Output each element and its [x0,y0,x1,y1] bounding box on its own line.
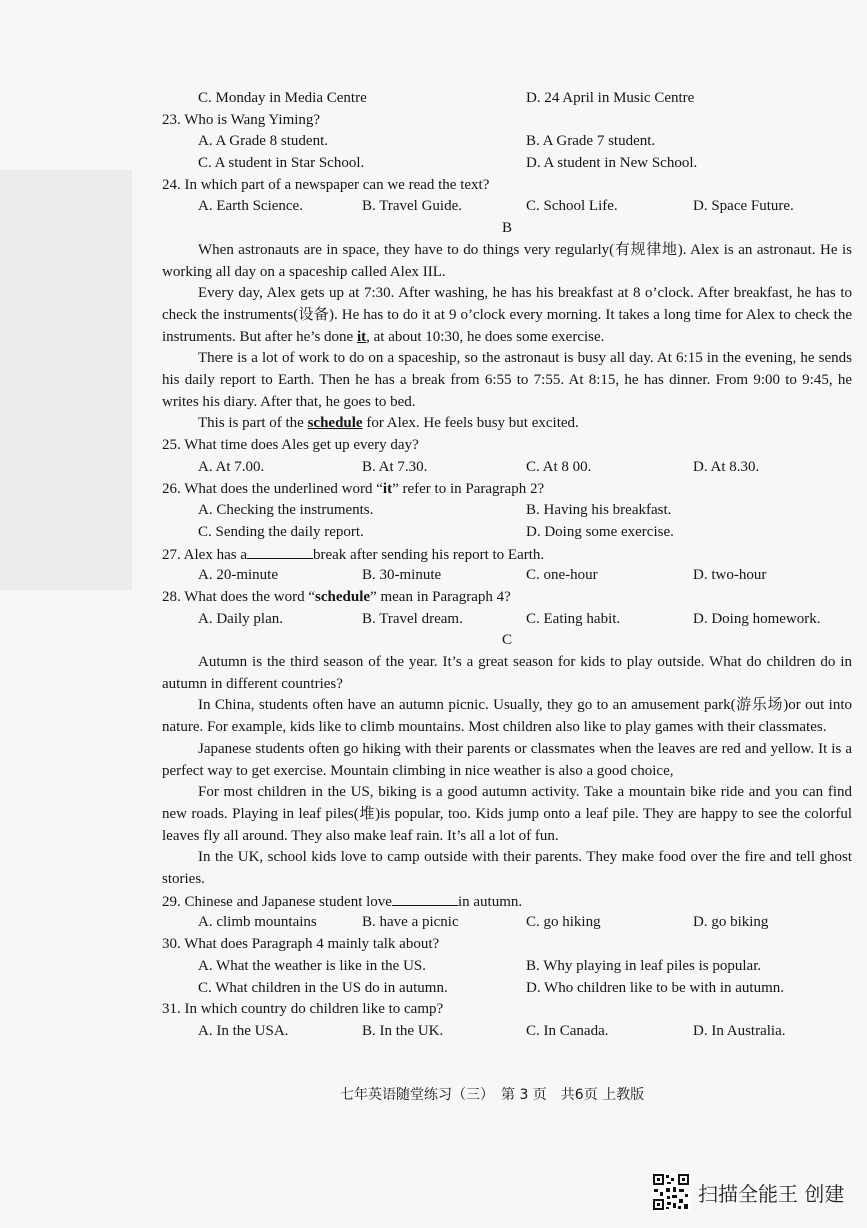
q30-option-c: C. What children in the US do in autumn. [198,979,448,996]
q29-option-d: D. go biking [693,914,769,931]
q28-option-d: D. Doing homework. [693,610,821,627]
q27-option-d: D. two-hour [693,567,767,584]
passage-b-p2: Every day, Alex gets up at 7:30. After washing, he has his breakfast at 8 o’clock. After breakfast, he has to check the instruments(设备). He has to do it at 9 o’clock every morning. It takes a long time for Alex to check the instruments. But after he’s done it, at about 10:30, he does some exercise. [162,285,852,345]
q25-option-d: D. At 8.30. [693,458,760,475]
underlined-schedule: schedule [307,415,363,432]
passage-b-p1: When astronauts are in space, they have to do things very regularly(有规律地). Alex is an astronaut. He is working all day on a spaceship called Alex IIL. [162,241,852,280]
section-c-label: C [501,632,512,649]
q30-option-a: A. What the weather is like in the US. [198,957,427,974]
answer-blank [247,544,313,559]
q29-option-b: B. have a picnic [362,914,459,931]
q31-option-d: D. In Australia. [693,1022,786,1039]
q24-option-d: D. Space Future. [693,198,794,215]
q24-options [162,196,852,218]
q31-question: 31. In which country do children like to camp? [162,1001,444,1018]
q29-question: 29. Chinese and Japanese student love in autumn. [162,891,852,913]
q23-option-d: D. A student in New School. [526,155,698,172]
q25-question: 25. What time does Ales get up every day? [162,437,419,454]
q30-options-row1 [162,956,852,978]
q29-option-a: A. climb mountains [198,914,317,931]
page-footer: 七年英语随堂练习（三） 第 3 页 共6页 上教版 [340,1087,645,1103]
q26-option-a: A. Checking the instruments. [198,502,374,519]
passage-c-p5: In the UK, school kids love to camp outside with their parents. They make food over the fire and tell ghost stories. [162,849,852,888]
q29-options [162,912,852,934]
q28-option-c: C. Eating habit. [526,610,621,627]
passage-c-p2: In China, students often have an autumn picnic. Usually, they go to an amusement park(游乐场)or out into nature. For example, kids like to climb mountains. Most children also like to play games with their classmates. [162,697,852,736]
q31-options [162,1021,852,1043]
q22-option-d: D. 24 April in Music Centre [526,90,695,106]
q24-option-c: C. School Life. [526,198,618,215]
section-b-label: B [501,220,512,237]
q31-option-b: B. In the UK. [362,1022,444,1039]
q29-option-c: C. go hiking [526,914,601,931]
q25-option-c: C. At 8 00. [526,458,592,475]
q23-options-row1 [162,131,852,153]
scanner-watermark: 扫描全能王 创建 [698,1182,845,1206]
q28-option-b: B. Travel dream. [362,610,463,627]
q27-options [162,565,852,587]
q30-option-d: D. Who children like to be with in autumn. [526,979,785,996]
q23-option-b: B. A Grade 7 student. [526,133,656,150]
answer-blank [392,891,458,906]
q25-options [162,457,852,479]
q27-option-b: B. 30-minute [362,567,442,584]
q23-question: 23. Who is Wang Yiming? [162,111,321,128]
passage-b-p3: There is a lot of work to do on a spaceship, so the astronaut is busy all day. At 6:15 in the evening, he sends his daily report to Earth. Then he has a break from 6:55 to 7:55. At 8:15, he has dinner. From 9:00 to 9:45, he writes his diary. After that, he goes to bed. [162,350,852,410]
q25-option-b: B. At 7.30. [362,458,428,475]
q28-option-a: A. Daily plan. [198,610,283,627]
q31-option-a: A. In the USA. [198,1022,289,1039]
passage-b-p4: This is part of the schedule for Alex. He feels busy but excited. [198,415,579,432]
q30-question: 30. What does Paragraph 4 mainly talk about? [162,936,440,953]
scan-shadow [0,170,132,590]
q25-option-a: A. At 7.00. [198,458,265,475]
q24-option-b: B. Travel Guide. [362,198,463,215]
q23-option-c: C. A student in Star School. [198,155,365,172]
q31-option-c: C. In Canada. [526,1022,609,1039]
passage-c-p3: Japanese students often go hiking with their parents or classmates when the leaves are red and yellow. It is a perfect way to get exercise. Mountain climbing in nice weather is also a good choice, [162,740,852,779]
q26-option-c: C. Sending the daily report. [198,523,364,540]
qr-code-icon [652,1173,690,1211]
q28-options [162,609,852,631]
q24-question: 24. In which part of a newspaper can we read the text? [162,176,490,193]
q30-option-b: B. Why playing in leaf piles is popular. [526,957,762,974]
q26-option-b: B. Having his breakfast. [526,502,672,519]
q26-options-row2 [162,522,852,544]
passage-c-p4: For most children in the US, biking is a good autumn activity. Take a mountain bike ride and you can find new roads. Playing in leaf piles(堆)is popular, too. Kids jump onto a leaf pile. They are happy to see the colorful leaves fly all around. They also make leaf rain. It’s all a lot of fun. [162,784,852,844]
q27-option-c: C. one-hour [526,567,598,584]
q26-question: 26. What does the underlined word “it” refer to in Paragraph 2? [162,480,545,497]
q26-options-row1 [162,500,852,522]
q23-option-a: A. A Grade 8 student. [198,133,328,150]
passage-c-p1: Autumn is the third season of the year. It’s a great season for kids to play outside. What do children do in autumn in different countries? [162,654,852,692]
q27-question: 27. Alex has a break after sending his report to Earth. [162,544,852,566]
q26-option-d: D. Doing some exercise. [526,523,674,540]
q30-options-row2 [162,978,852,1000]
exam-page [162,88,852,1043]
q23-options-row2 [162,153,852,175]
q22-options [162,88,852,110]
q22-option-c: C. Monday in Media Centre [198,90,367,106]
q24-option-a: A. Earth Science. [198,198,303,215]
q28-question: 28. What does the word “schedule” mean in Paragraph 4? [162,588,511,605]
q27-option-a: A. 20-minute [198,567,278,584]
underlined-it: it [356,328,367,345]
